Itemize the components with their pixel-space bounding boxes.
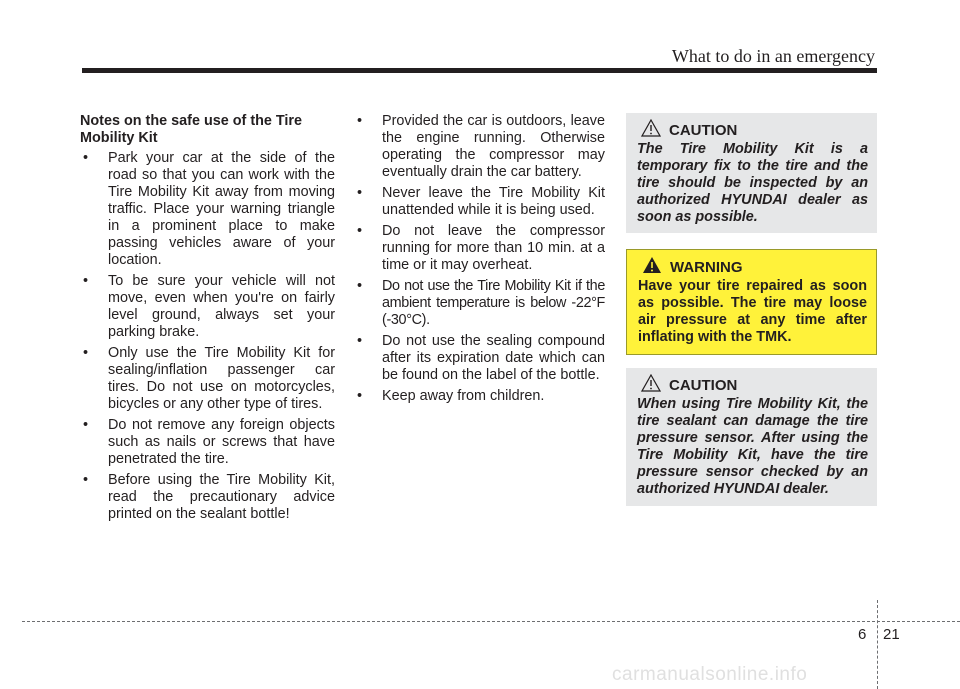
- caution-title: CAUTION: [669, 121, 738, 139]
- caution-triangle-icon: [641, 374, 669, 396]
- caution-header: [637, 376, 868, 394]
- footer-rule: [22, 621, 960, 622]
- list-item: • Do not leave the compressor running for more than 10 min. at a time or it may overheat.: [357, 223, 605, 273]
- page-number: 21: [883, 626, 900, 643]
- warning-box: [626, 249, 877, 355]
- list-item: • Do not use the Tire Mobility Kit if the ambient temperature is below -22°F (-30°C).: [357, 278, 605, 328]
- list-item: • Keep away from children.: [357, 388, 545, 404]
- caution-box-pressure-sensor: [626, 368, 877, 506]
- list-item: • To be sure your vehicle will not move, even when you're on fairly level ground, always set your parking brake.: [83, 273, 335, 340]
- caution-triangle-icon: [641, 119, 669, 141]
- warning-text: Have your tire repaired as soon as possible. The tire may loose air pressure at any time after inflating with the TMK.: [638, 278, 867, 345]
- warning-triangle-icon: [642, 256, 670, 278]
- section-title: What to do in an emergency: [671, 46, 875, 66]
- warning-title: WARNING: [670, 258, 743, 276]
- caution-title: CAUTION: [669, 376, 738, 394]
- list-item: • Park your car at the side of the road so that you can work with the Tire Mobility Kit away from moving traffic. Place your warning triangle in a prominent place to make passing vehicles aware of your location.: [83, 150, 335, 268]
- header-rule: [82, 68, 877, 73]
- list-item: • Before using the Tire Mobility Kit, read the precautionary advice printed on the sealant bottle!: [83, 472, 335, 522]
- list-item: • Do not remove any foreign objects such as nails or screws that have penetrated the tire.: [83, 417, 335, 467]
- caution-text: The Tire Mobility Kit is a temporary fix to the tire and the tire should be inspected by an authorized HYUNDAI dealer as soon as possible.: [637, 141, 868, 225]
- caution-box-tire-fix: [626, 113, 877, 233]
- left-column: [80, 113, 335, 527]
- list-item: • Provided the car is outdoors, leave the engine running. Otherwise operating the compressor may eventually drain the car battery.: [357, 113, 605, 180]
- middle-bullet-list: [354, 113, 605, 405]
- watermark: carmanualsonline.info: [612, 664, 808, 685]
- left-bullet-list: [80, 150, 335, 523]
- list-item: • Never leave the Tire Mobility Kit unattended while it is being used.: [357, 185, 605, 218]
- chapter-number: 6: [858, 626, 867, 643]
- page-number-divider: [877, 600, 878, 689]
- section-heading: Notes on the safe use of the Tire Mobility Kit: [80, 113, 303, 146]
- caution-text: When using Tire Mobility Kit, the tire sealant can damage the tire pressure sensor. After using the Tire Mobility Kit, have the tire pressure sensor checked by an authorized HYUNDAI dealer.: [637, 396, 868, 497]
- list-item: • Do not use the sealing compound after its expiration date which can be found on the label of the bottle.: [357, 333, 605, 383]
- caution-header: [637, 121, 868, 139]
- list-item: • Only use the Tire Mobility Kit for sealing/inflation passenger car tires. Do not use on motorcycles, bicycles or any other type of tires.: [83, 345, 335, 412]
- warning-header: [638, 258, 867, 276]
- middle-column: [354, 113, 605, 409]
